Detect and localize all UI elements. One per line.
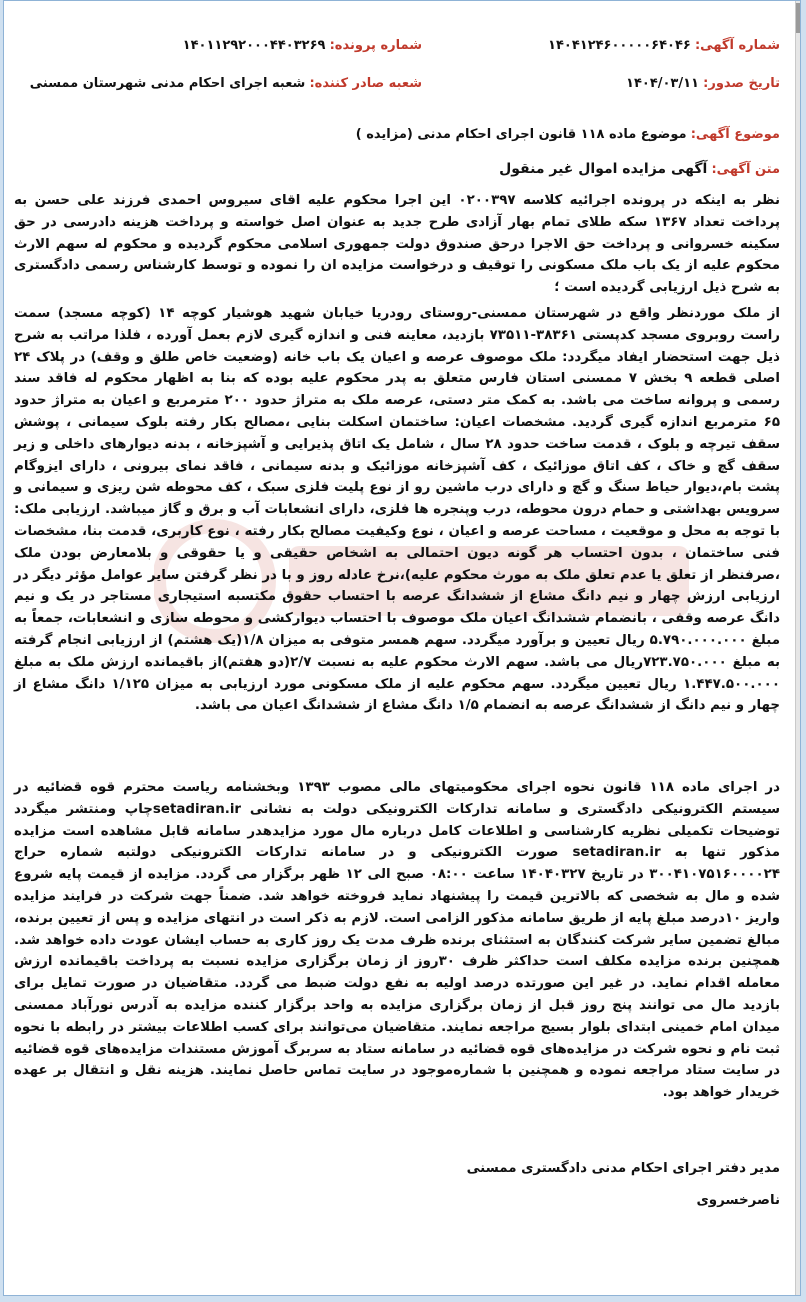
- issue-date: [626, 76, 780, 91]
- case-number: [183, 38, 422, 53]
- notice-number: [548, 38, 780, 53]
- bottom-edge: [0, 1296, 806, 1302]
- text-heading-value: آگهی مزایده اموال غیر منقول: [499, 161, 708, 177]
- issuer: [30, 76, 422, 91]
- header-row-1: [14, 38, 780, 62]
- notice-number-value: ۱۴۰۴۱۲۴۶۰۰۰۰۰۶۴۰۴۶: [548, 38, 691, 53]
- subject-value: موضوع ماده ۱۱۸ قانون اجرای احکام مدنی (مزایده ): [355, 127, 687, 142]
- issuer-value: شعبه اجرای احکام مدنی شهرستان ممسنی: [29, 76, 306, 91]
- text-heading-line: [14, 161, 780, 177]
- paragraph-auction-terms: در اجرای ماده ۱۱۸ قانون نحوه اجرای محکومیتهای مالی مصوب ۱۳۹۳ وبخشنامه ریاست محترم قوه قضائیه در سیستم الکترونیکی دادگستری و سامانه تدارکات الکترونیکی دولت به نشانی setadiran.irچاپ ومنتشر میگردد توضیحات تکمیلی نظریه کارشناسی و اطلاعات کامل درباره مال مورد مزایدهدر سامانه قابل مشاهده است مزایده مذکور تنها به setadiran.ir صورت الکترونیکی و در سامانه تدارکات الکترونیکی دولتبه شماره حراج ۳۰۰۴۱۰۷۵۱۶۰۰۰۰۲۴ در تاریخ ۱۴۰۴۰۳۲۷ ساعت ۰۸:۰۰ صبح الی ۱۲ ظهر برگزار می گردد. مزایده از قیمت پایه شروع شده و مال به شخصی که بالاترین قیمت را پیشنهاد نماید فروخته خواهد شد. ضمناً جهت شرکت در فرایند مزایده واریز ۱۰درصد مبلغ پایه از طریق سامانه مذکور الزامی است. لازم به ذکر است در انتهای مزایده و پس از تعیین برنده، مبالغ تضمین سایر شرکت کنندگان به استثنای برنده ظرف مدت یک روز کاری به حساب ایشان عودت داده خواهد شد. همچنین برنده مزایده مکلف است حداکثر ظرف ۳۰روز از زمان برگزاری مزایده نسبت به پرداخت باقیمانده ارزش معامله اقدام نماید. در غیر این صورتده درصد اولیه به نفع دولت ضبط می گردد. متقاضیان در صورت تمایل برای بازدید مال می توانند پنج روز قبل از زمان برگزاری مزایده به واحد برگزار کننده مزایده به آدرس نورآباد ممسنی میدان امام خمینی ابتدای بلوار بسیج مراجعه نمایند. متقاضیان می‌توانند برای کسب اطلاعات بیشتر در رابطه با نحوه ثبت نام و نحوه شرکت در مزایده‌های قوه قضائیه در سامانه ستاد به سربرگ آموزش مستندات مزایده‌های قوه قضائیه در سایت ستاد مراجعه نموده و همچنین با شماره‌موجود در سایت تماس حاصل نمایند. هزینه نقل و انتقال بر عهده خریدار خواهد بود.: [14, 780, 780, 1101]
- text-heading-label: متن آگهی:: [711, 162, 780, 177]
- issuer-label: شعبه صادر کننده:: [309, 76, 422, 91]
- issue-date-label: تاریخ صدور:: [703, 76, 780, 91]
- paragraph-appraisal: از ملک موردنظر واقع در شهرستان ممسنی-روستای رودریا خیابان شهید هوشیار کوچه ۱۴ (کوچه مسجد) سمت راست روبروی مسجد کدپستی ۳۸۳۶۱-۷۳۵۱۱ بازدید، معاینه فنی و اندازه گیری لازم بعمل آورده ، فلذا مراتب به شرح ذیل جهت استحضار ایفاد میگردد: ملک موصوف عرصه و اعیان یک باب خانه (وضعیت خاص طلق و وقف) در پلاک ۲۴ اصلی قطعه ۹ بخش ۷ ممسنی استان فارس متعلق به پدر محکوم علیه بوده که بنا به اظهار محکوم له فاقد سند رسمی و پروانه ساخت می باشد. به کمک متر دستی، عرصه ملک به متراژ حدود ۲۰۰ مترمربع و اعیان به متراژ حدود ۶۵ مترمربع اندازه گیری گردید. مشخصات اعیان: ساختمان اسکلت بنایی ،مصالح بکار رفته بلوک سیمانی ، پوشش سقف تیرچه و بلوک ، قدمت ساخت حدود ۲۸ سال ، شامل یک اتاق پذیرایی و آشپزخانه ، بدنه دیوارهای داخلی و زیر سقف گچ و خاک ، کف اتاق موزائیک ، کف آشپزخانه موزائیک و بدنه سیمانی ، فاقد نمای بیرونی ، دارای ایزوگام پشت بام،دیوار حیاط سنگ و گچ و دارای درب ماشین رو از نوع پلیت فلزی سبک ، کف محوطه شن ریزی و سیمانی و سرویس بهداشتی و حمام درون محوطه، درب وپنجره ها فلزی، دارای انشعابات آب و برق و گاز میباشد. ارزیابی ملک: با توجه به محل و موقعیت ، مساحت عرصه و اعیان ، نوع وکیفیت مصالح بکار رفته ، نوع کاربری، قدمت بنا، مشخصات فنی ساختمان ، بدون احتساب هر گونه دیون احتمالی به اشخاص حقیقی و یا حقوقی و بلامعارض بودن ملک ،صرفنظر از تعلق یا عدم تعلق ملک به مورث محکوم علیه)،نرخ عادله روز و با در نظر گرفتن سایر عوامل مؤثر دیگر در ارزیابی ارزش چهار و نیم دانگ مشاع از ششدانگ عرصه با احتساب حقوق مکتسبه استیجاری مستاجر در یک و نیم دانگ عرصه وقفی ، بانضمام ششدانگ اعیان ملک موصوف با احتساب دیوارکشی و محوطه سازی و انشعابات، جمعاً به مبلغ ۵.۷۹۰.۰۰۰.۰۰۰ ریال تعیین و برآورد میگردد. سهم همسر متوفی به میزان ۱/۸(یک هشتم) از ارزیابی انجام گرفته به مبلغ ۷۲۳.۷۵۰.۰۰۰ریال می باشد. سهم الارث محکوم علیه به نسبت ۲/۷(دو هفتم)از باقیمانده ارزش ملک به مبلغ ۱.۴۴۷.۵۰۰.۰۰۰ ریال تعیین میگردد. سهم محکوم علیه از ملک مسکونی مورد ارزیابی به میزان ۱/۱۲۵ دانگ مشاع از چهار و نیم دانگ از ششدانگ عرصه به انضمام ۱/۵ دانگ مشاع از ششدانگ اعیان می باشد.: [14, 306, 781, 714]
- signature-title: مدیر دفتر اجرای احکام مدنی دادگستری ممسنی: [466, 1161, 780, 1176]
- scrollbar-thumb[interactable]: [796, 3, 800, 33]
- case-number-label: شماره پرونده:: [329, 38, 422, 53]
- header-row-2: [14, 76, 780, 100]
- subject-label: موضوع آگهی:: [690, 127, 780, 142]
- subject-line: [14, 127, 780, 142]
- notice-document: [3, 0, 801, 1296]
- paragraph-intro: نظر به اینکه در پرونده اجرائیه کلاسه ۰۲۰۰۳۹۷ این اجرا محکوم علیه اقای سیروس احمدی فرزند علی حسن به پرداخت تعداد ۱۳۶۷ سکه طلای تمام بهار آزادی طرح جدید به عنوان اصل خواسته و پرداخت هزینه دادرسی در حق سکینه خسروانی و پرداخت حق الاجرا درحق صندوق دولت جمهوری اسلامی محکوم گردیده و محکوم له سهم الارث محکوم علیه از یک باب ملک مسکونی را توقیف و درخواست مزایده ان را نموده و توسط کارشناس رسمی دادگستری به شرح ذیل ارزیابی گردیده است ؛: [14, 193, 781, 296]
- case-number-value: ۱۴۰۱۱۲۹۲۰۰۰۴۴۰۳۲۶۹: [182, 38, 326, 53]
- issue-date-value: ۱۴۰۴/۰۳/۱۱: [626, 76, 699, 91]
- vertical-scrollbar[interactable]: [795, 1, 800, 1296]
- notice-number-label: شماره آگهی:: [694, 38, 780, 53]
- signature-name: ناصرخسروی: [696, 1193, 780, 1208]
